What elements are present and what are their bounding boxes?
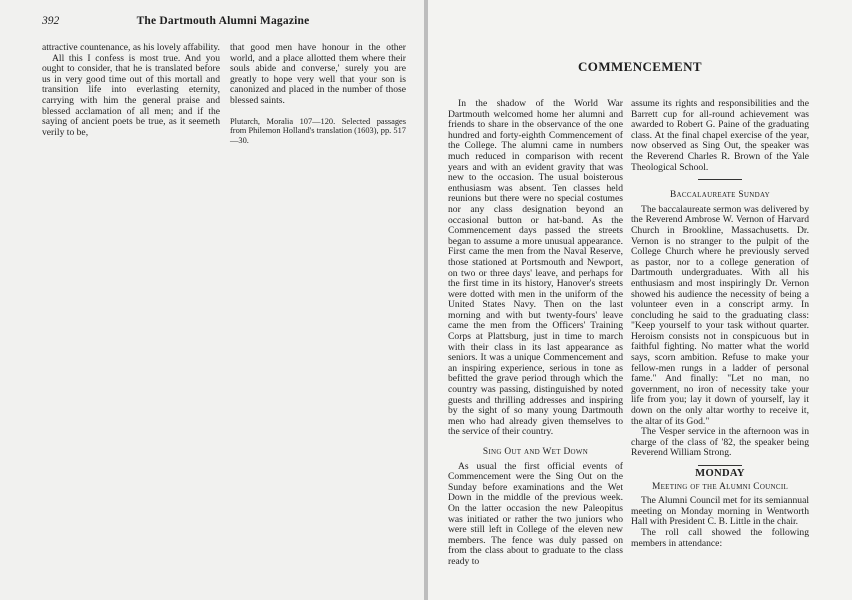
journal-title: The Dartmouth Alumni Magazine	[136, 15, 310, 27]
intro-paragraph: In the shadow of the World War Dartmouth welcomed home her alumni and friends to share in the observance of the one hundred and forty-eighth Commencement of the College. The alumni came in numbers much reduced in comparison with recent years and with an evident gravity that was new to the occasion. The usual boisterous enthusiasm was absent. Ten classes held reunions but there were no special costumes nor any class designation beyond an occasional button or hat-band. As the Commencement days passed the streets began to assume a more unusual appearance. First came the men from the Naval Reserve, those stationed at Portsmouth and Newport, on two or three days' leave, and perhaps for the first time in its history, Hanover's streets were dotted with men in the uniform of the United States Navy. Then on the last morning and with but twenty-fours' leave came the men from the Officers' Training Corps at Plattsburg, just in time to march with their class in its last appearance as seniors. It was a unique Commencement and an inspiring experience, serious in tone as befitted the grave period through which the country was passing, distinguished by noted guests and thrilling addresses and inspiring by the sight of so many young Dartmouth men who had already given themselves to the service of their country.	[448, 98, 623, 438]
left-page	[0, 0, 424, 600]
right-page	[428, 0, 852, 600]
paragraph: The roll call showed the following members in attendance:	[631, 526, 809, 549]
paragraph: As usual the first official events of Commencement were the Sing Out on the Sunday before examinations and the Wet Down in the middle of the previous week. On the latter occasion the new Paleopitus was initiated or rather the two juniors who were still left in College of the eleven new members. The fence was duly passed on from the class about to graduate to the class ready to	[448, 460, 623, 567]
section-heading-baccalaureate: Baccalaureate Sunday	[669, 190, 771, 201]
paragraph: The Alumni Council met for its semiannual meeting on Monday morning in Wentworth Hall with President C. B. Little in the chair.	[631, 495, 809, 528]
left-column-2	[230, 43, 406, 145]
paragraph: The Vesper service in the afternoon was in charge of the class of '82, the speaker being Reverend William Strong.	[631, 426, 809, 459]
left-column-1	[42, 43, 220, 138]
section-heading-alumni-council: Meeting of the Alumni Council	[651, 481, 789, 492]
paragraph: that good men have honour in the other world, and a place allotted them where their souls abide and converse,' surely you are greatly to hope very well that your son is canonized and placed in the number of those blessed saints.	[230, 42, 406, 106]
section-heading-sing-out: Sing Out and Wet Down	[482, 447, 589, 457]
paragraph: attractive countenance, as his lovely affability.	[42, 42, 220, 53]
right-column-1	[448, 99, 623, 568]
day-heading-monday: MONDAY	[695, 468, 745, 479]
right-column-2	[631, 99, 809, 549]
paragraph: All this I confess is most true. And you ought to consider, that he is translated before us in very good time out of this mortall and transition life into everlasting eternity, carrying with him the general praise and blessed acclamation of all men; and if the saying of ancient poets be true, as it seemeth verily to be,	[42, 52, 220, 138]
section-rule	[698, 179, 742, 180]
section-rule	[698, 465, 742, 466]
article-headline: COMMENCEMENT	[578, 59, 702, 74]
paragraph: assume its rights and responsibilities and the Barrett cup for all-round achievement was awarded to Robert G. Paine of the graduating class. At the final chapel exercise of the year, now observed as Sing Out, the speaker was the Reverend Charles R. Brown of the Yale Theological School.	[631, 98, 809, 173]
footnote: Plutarch, Moralia 107—120. Selected passages from Philemon Holland's translation (1603), pp. 517—30.	[230, 116, 406, 145]
paragraph: The baccalaureate sermon was delivered by the Reverend Ambrose W. Vernon of Harvard Church in Brookline, Massachusetts. Dr. Vernon is no stranger to the pulpit of the College Church where he previously served as pastor, nor to a college generation of Dartmouth undergraduates. With all his enthusiasm and most inspiringly Dr. Vernon showed his audience the necessity of being a volunteer even in a conscript army. In concluding he said to the graduating class: "Keep yourself to your task without quarter. Heroism consists not in conspicuous but in faithful fighting. No matter what the world says, scorn ambition. Refuse to make your fellow-men rungs in a ladder of personal fame." And finally: "Let no man, no government, no iron of necessity take your life from you; lay it down of yourself, lay it down on the only altar worthy to receive it, the altar of its God."	[631, 203, 809, 427]
running-head	[42, 15, 404, 31]
page-number: 392	[42, 15, 60, 27]
